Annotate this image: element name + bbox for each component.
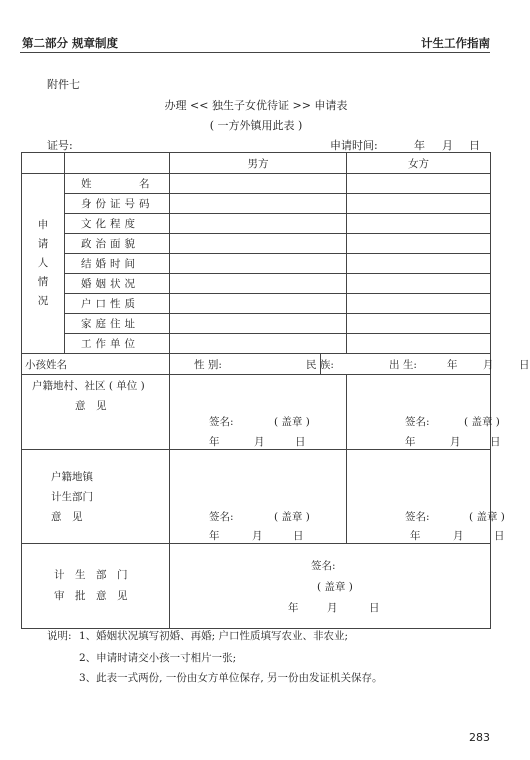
note-item: 2、申请时请交小孩一寸相片一张;: [79, 652, 237, 664]
header-book-title: 计生工作指南: [421, 36, 490, 50]
male-id-field[interactable]: [170, 194, 347, 214]
application-table: [21, 152, 530, 629]
date-month: 月: [327, 602, 338, 614]
note-item: 1、婚姻状况填写初婚、再婚; 户口性质填写农业、非农业;: [79, 630, 349, 642]
note-item: 3、此表一式两份, 一份由女方单位保存, 另一份由发证机关保存。: [79, 672, 383, 684]
date-day: 日: [494, 530, 505, 542]
date-day: 日: [490, 436, 501, 448]
group-char: 申: [37, 219, 49, 231]
child-gender-label: 性 别:: [194, 358, 222, 371]
date-year: 年: [209, 530, 220, 542]
seal-label: ( 盖章 ): [464, 416, 500, 428]
town-opinion-row: [22, 450, 491, 544]
group-char: 况: [37, 295, 49, 307]
table-row: [22, 314, 491, 334]
approval-label: [22, 544, 170, 629]
date-year: 年: [288, 602, 299, 614]
seal-label: ( 盖章 ): [274, 416, 310, 428]
approval-row: [22, 544, 491, 629]
date-month: 月: [450, 436, 461, 448]
seal-label: ( 盖章 ): [317, 581, 353, 593]
female-name-field[interactable]: [347, 174, 491, 194]
male-education-field[interactable]: [170, 214, 347, 234]
birth-month: 月: [483, 359, 494, 371]
date-month: 月: [254, 436, 265, 448]
date-month: 月: [252, 530, 263, 542]
male-marriage-date-field[interactable]: [170, 254, 347, 274]
male-marital-status-field[interactable]: [170, 274, 347, 294]
child-name-cell[interactable]: [22, 354, 170, 375]
male-column-header: 男方: [170, 153, 347, 174]
form-title: 办理 << 独生子女优待证 >> 申请表: [164, 99, 348, 112]
approval-line2: 审 批 意 见: [54, 590, 128, 602]
seal-label: ( 盖章 ): [469, 511, 505, 523]
child-name-label: 小孩姓名: [25, 358, 67, 371]
approval-line1: 计 生 部 门: [54, 569, 128, 581]
apply-year: 年: [414, 139, 425, 152]
group-char: 人: [37, 257, 49, 269]
row-label-education: 文化程度: [65, 214, 170, 234]
row-label-marital-status: 婚姻状况: [65, 274, 170, 294]
row-label-id-number: 身份证号码: [65, 194, 170, 214]
sign-label: 签名:: [405, 416, 430, 428]
town-female-opinion-cell[interactable]: [347, 450, 505, 544]
sign-label: 签名:: [209, 511, 234, 523]
female-political-field[interactable]: [347, 234, 491, 254]
table-row: [22, 294, 491, 314]
row-label-name: 姓 名: [65, 174, 170, 194]
date-year: 年: [410, 530, 421, 542]
apply-time-label: 申请时间:: [330, 139, 378, 152]
male-political-field[interactable]: [170, 234, 347, 254]
female-id-field[interactable]: [347, 194, 491, 214]
child-info-row: [22, 354, 491, 375]
village-female-opinion-cell[interactable]: [347, 375, 501, 450]
date-day: 日: [293, 530, 304, 542]
date-day: 日: [369, 602, 380, 614]
child-ethnicity-label: 民 族:: [306, 359, 334, 371]
female-marital-status-field[interactable]: [347, 274, 491, 294]
child-gender-cell[interactable]: [170, 354, 321, 375]
applicant-group-label: [22, 174, 65, 354]
sign-label: 签名:: [311, 560, 336, 572]
table-header-row: [22, 153, 491, 174]
table-row: [22, 234, 491, 254]
table-row: [22, 214, 491, 234]
village-opinion-line1: 户籍地村、社区 ( 单位 ): [32, 380, 145, 392]
seal-label: ( 盖章 ): [274, 511, 310, 523]
apply-month: 月: [442, 139, 453, 152]
date-month: 月: [453, 530, 464, 542]
town-opinion-line2: 计生部门: [51, 490, 93, 503]
female-education-field[interactable]: [347, 214, 491, 234]
table-row: [22, 174, 491, 194]
birth-day: 日: [519, 359, 530, 371]
village-male-opinion-cell[interactable]: [170, 375, 347, 450]
header-section-title: 第二部分 规章制度: [22, 36, 119, 50]
town-male-opinion-cell[interactable]: [170, 450, 347, 544]
cert-number-label: 证号:: [47, 139, 73, 152]
row-label-political-status: 政治面貌: [65, 234, 170, 254]
town-opinion-label: [22, 450, 170, 544]
row-label-home-address: 家庭住址: [65, 314, 170, 334]
village-opinion-label: [22, 375, 170, 450]
male-address-field[interactable]: [170, 314, 347, 334]
form-subtitle: ( 一方外镇用此表 ): [209, 119, 303, 132]
male-household-type-field[interactable]: [170, 294, 347, 314]
row-label-household-type: 户口性质: [65, 294, 170, 314]
date-year: 年: [405, 436, 416, 448]
town-opinion-line3: 意 见: [51, 510, 83, 523]
village-opinion-line2: 意 见: [75, 400, 107, 412]
table-row: [22, 334, 491, 354]
group-char: 请: [37, 238, 49, 250]
approval-opinion-cell[interactable]: [170, 544, 491, 629]
table-row: [22, 254, 491, 274]
group-char: 情: [37, 276, 49, 288]
row-label-work-unit: 工作单位: [65, 334, 170, 354]
female-work-unit-field[interactable]: [347, 334, 491, 354]
town-opinion-line1: 户籍地镇: [51, 470, 93, 483]
date-day: 日: [295, 436, 306, 448]
apply-day: 日: [469, 139, 480, 152]
female-marriage-date-field[interactable]: [347, 254, 491, 274]
header-rule: [20, 52, 490, 53]
row-label-marriage-date: 结婚时间: [65, 254, 170, 274]
male-name-field[interactable]: [170, 174, 347, 194]
female-address-field[interactable]: [347, 314, 491, 334]
birth-year: 年: [447, 359, 458, 371]
sign-label: 签名:: [405, 511, 430, 523]
female-household-type-field[interactable]: [347, 294, 491, 314]
page-number: 283: [469, 731, 490, 744]
male-work-unit-field[interactable]: [170, 334, 347, 354]
attachment-label: 附件七: [47, 78, 80, 91]
table-row: [22, 274, 491, 294]
notes-prefix: 说明:: [47, 630, 72, 642]
sign-label: 签名:: [209, 416, 234, 428]
table-row: [22, 194, 491, 214]
child-birth-label: 出 生:: [389, 359, 417, 371]
date-year: 年: [209, 436, 220, 448]
female-column-header: 女方: [347, 153, 491, 174]
village-opinion-row: [22, 375, 491, 450]
child-ethnicity-birth-cell[interactable]: [306, 354, 530, 375]
